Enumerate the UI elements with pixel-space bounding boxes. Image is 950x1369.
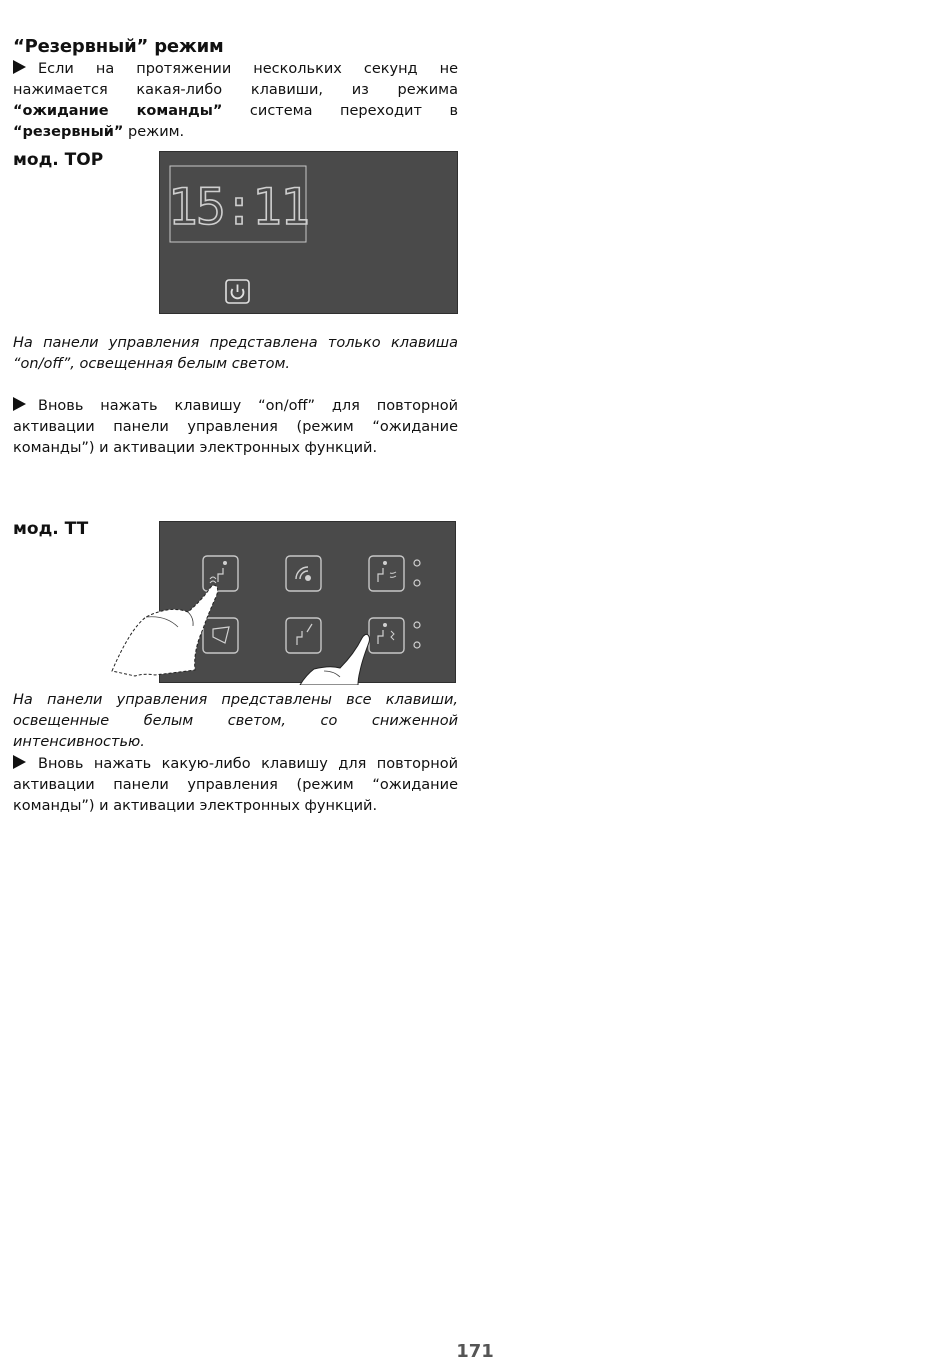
top-control-panel <box>159 151 458 314</box>
top-panel-graphic <box>160 152 457 313</box>
power-icon[interactable] <box>226 280 249 303</box>
top-instruction: Вновь нажать клавишу “on/off” для повторной активации панели управления (режим “ожидание команды”) и активации электронных функций. <box>13 398 458 456</box>
model-top-label: мод. TOP <box>13 150 104 170</box>
tt-panel-caption: На панели управления представлены все клавиши, освещенные белым светом, со сниженной интенсивностью. <box>13 692 458 750</box>
section-title: “Резервный” режим <box>13 36 224 57</box>
top-panel-caption: На панели управления представлена только клавиша “on/off”, освещенная белым светом. <box>13 335 458 372</box>
bullet-triangle-icon <box>13 397 26 411</box>
tt-control-panel <box>110 521 457 685</box>
model-tt-label: мод. TT <box>13 519 89 539</box>
tt-instruction: Вновь нажать какую-либо клавишу для повторной активации панели управления (режим “ожидание команды”) и активации электронных функций. <box>13 756 458 814</box>
standby-description: Если на протяжении нескольких секунд не нажимается какая-либо клавиши, из режима “ожидание команды” система переходит в “резервный” режим. <box>13 61 458 140</box>
clock-display: 15:11 <box>167 178 309 236</box>
page-number: 171 <box>456 1341 494 1362</box>
bullet-triangle-icon <box>13 755 26 769</box>
bullet-triangle-icon <box>13 60 26 74</box>
tt-panel-graphic <box>110 521 457 685</box>
